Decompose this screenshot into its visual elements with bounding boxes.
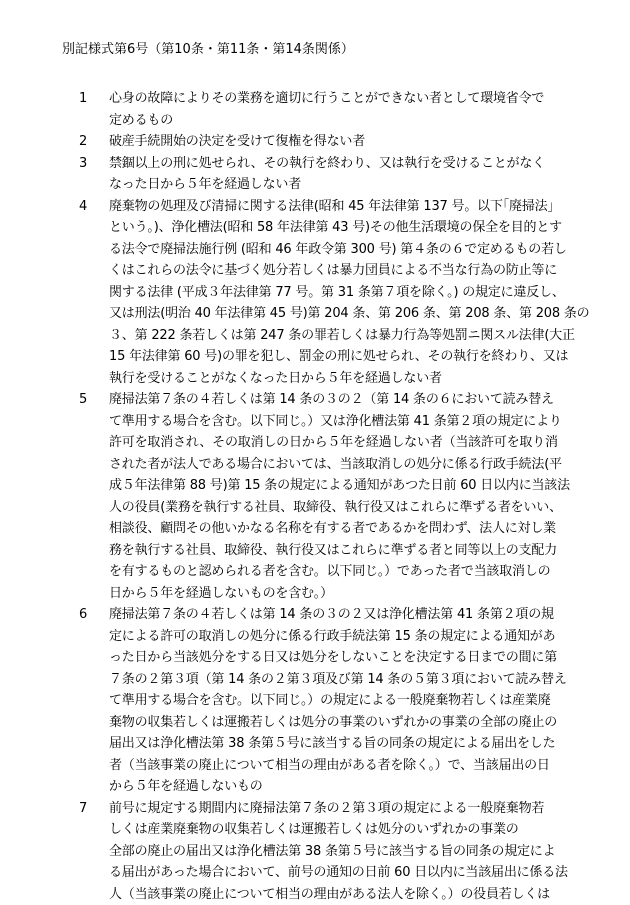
item-text-line: 又は刑法(明治 40 年法律第 45 号)第 204 条、第 206 条、第 208 条、第 208 条の (109, 303, 589, 325)
item-text-line: 廃掃法第７条の４若しくは第 14 条の３の２（第 14 条の６において読み替え (109, 389, 579, 411)
item-number: 5 (79, 389, 109, 604)
item-text-line: 人の役員(業務を執行する社員、取締役、執行役又はこれらに準ずる者をいい、 (109, 497, 579, 519)
item-text-line: 15 年法律第 60 号)の罪を犯し、罰金の刑に処せられ、その執行を終わり、又は (109, 346, 589, 368)
item-text-line: る法令で廃掃法施行例 (昭和 46 年政令第 300 号) 第４条の６で定めるもの若し (109, 239, 589, 261)
list-item (79, 88, 579, 131)
list-item (79, 798, 579, 905)
item-text-line: 日から５年を経過しないものを含む。） (109, 583, 579, 605)
list-item (79, 389, 579, 604)
item-text-line: 執行を受けることがなくなった日から５年を経過しない者 (109, 368, 589, 390)
item-text-line: 破産手続開始の決定を受けて復権を得ない者 (109, 131, 579, 153)
item-text-line: 廃掃法第７条の４若しくは第 14 条の３の２又は浄化槽法第 41 条第２項の規 (109, 604, 579, 626)
item-number: 6 (79, 604, 109, 798)
item-text-line: から５年を経過しないもの (109, 776, 579, 798)
item-text-line: された者が法人である場合においては、当該取消しの処分に係る行政手続法(平 (109, 454, 579, 476)
item-text-line: 相談役、顧問その他いかなる名称を有する者であるかを問わず、法人に対し業 (109, 518, 579, 540)
item-text-line: 人（当該事業の廃止について相当の理由がある法人を除く。）の役員若しくは (109, 884, 579, 905)
item-text-line: 廃棄物の処理及び清掃に関する法律(昭和 45 年法律第 137 号。以下｢廃掃法｣ (109, 196, 589, 218)
item-number: 4 (79, 196, 109, 390)
item-text-line: 禁錮以上の刑に処せられ、その執行を終わり、又は執行を受けることがなく (109, 153, 579, 175)
item-text-line: 定めるもの (109, 110, 579, 132)
item-text-line: て準用する場合を含む。以下同じ。）又は浄化槽法第 41 条第２項の規定により (109, 411, 579, 433)
item-text-line: 成５年法律第 88 号)第 15 条の規定による通知があつた日前 60 日以内に当該法 (109, 475, 579, 497)
list-item (79, 604, 579, 798)
item-number: 2 (79, 131, 109, 153)
item-text-line: 許可を取消され、その取消しの日から５年を経過しない者（当該許可を取り消 (109, 432, 579, 454)
item-text-line: くはこれらの法令に基づく処分若しくは暴力団員による不当な行為の防止等に (109, 260, 589, 282)
item-text-line: という。)、浄化槽法(昭和 58 年法律第 43 号)その他生活環境の保全を目的とす (109, 217, 589, 239)
item-text-line: る届出があった場合において、前号の通知の日前 60 日以内に当該届出に係る法 (109, 862, 579, 884)
item-text-line: 者（当該事業の廃止について相当の理由がある者を除く。）で、当該届出の日 (109, 755, 579, 777)
item-text-line: て準用する場合を含む。以下同じ。）の規定による一般廃棄物若しくは産業廃 (109, 690, 579, 712)
item-text-line: 関する法律 (平成３年法律第 77 号。第 31 条第７項を除く。) の規定に違反し、 (109, 282, 589, 304)
item-number: 1 (79, 88, 109, 131)
item-text-line: しくは産業廃棄物の収集若しくは運搬若しくは処分のいずれかの事業の (109, 819, 579, 841)
form-title: 別記様式第6号（第10条・第11条・第14条関係） (62, 42, 354, 58)
item-text-line: 務を執行する社員、取締役、執行役又はこれらに準ずる者と同等以上の支配力 (109, 540, 579, 562)
item-text-line: 全部の廃止の届出又は浄化槽法第 38 条第５号に該当する旨の同条の規定によ (109, 841, 579, 863)
list-item (79, 196, 579, 390)
item-list (79, 88, 579, 905)
item-number: 3 (79, 153, 109, 196)
item-text-line: 定による許可の取消しの処分に係る行政手続法第 15 条の規定による通知があ (109, 626, 579, 648)
item-text-line: 心身の故障によりその業務を適切に行うことができない者として環境省令で (109, 88, 579, 110)
item-text-line: 届出又は浄化槽法第 38 条第５号に該当する旨の同条の規定による届出をした (109, 733, 579, 755)
item-text-line: 棄物の収集若しくは運搬若しくは処分の事業のいずれかの事業の全部の廃止の (109, 712, 579, 734)
list-item (79, 131, 579, 153)
item-text-line: った日から当該処分をする日又は処分をしないことを決定する日までの間に第 (109, 647, 579, 669)
item-text-line: 前号に規定する期間内に廃掃法第７条の２第３項の規定による一般廃棄物若 (109, 798, 579, 820)
item-text-line: ３、第 222 条若しくは第 247 条の罪若しくは暴力行為等処罰ニ関スル法律(大正 (109, 325, 589, 347)
list-item (79, 153, 579, 196)
item-text-line: を有するものと認められる者を含む。以下同じ。）であった者で当該取消しの (109, 561, 579, 583)
item-text-line: ７条の２第３項（第 14 条の２第３項及び第 14 条の５第３項において読み替え (109, 669, 579, 691)
item-number: 7 (79, 798, 109, 905)
item-text-line: なった日から５年を経過しない者 (109, 174, 579, 196)
